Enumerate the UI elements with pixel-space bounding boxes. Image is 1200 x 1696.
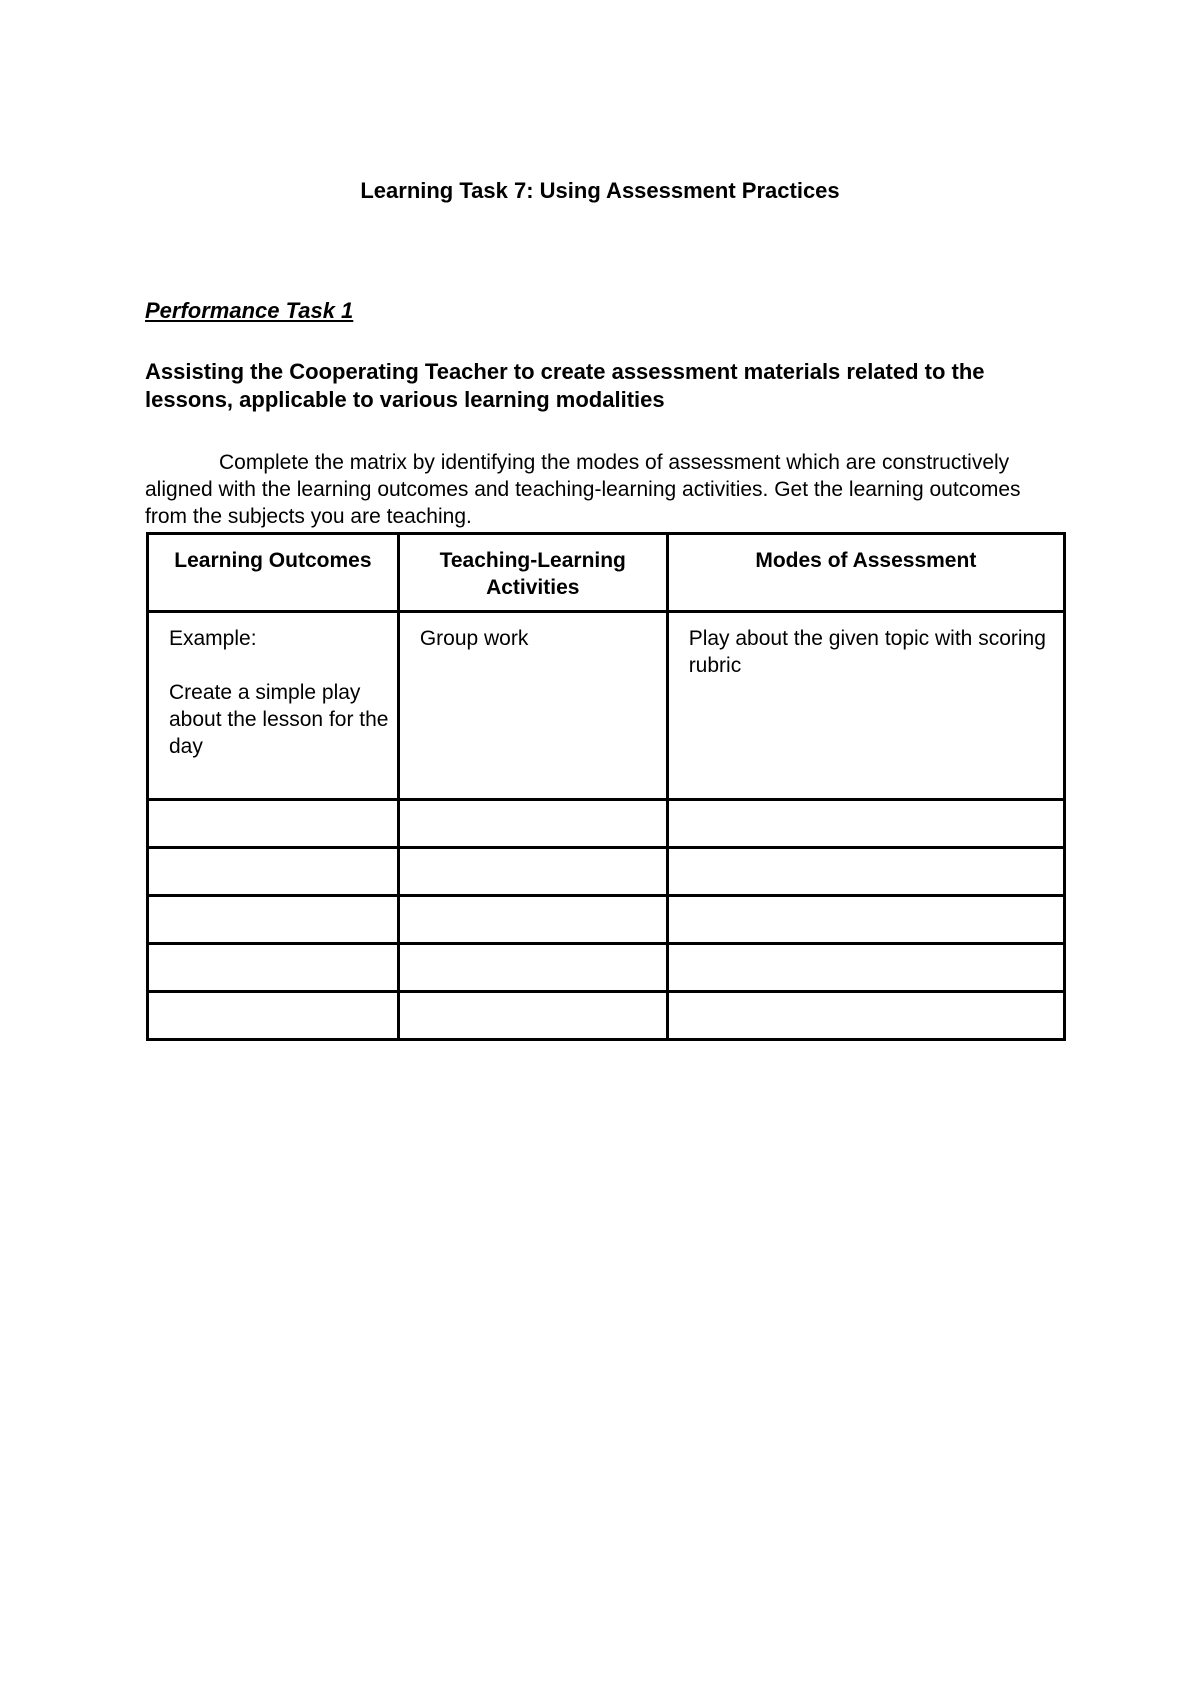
instructions-paragraph bbox=[145, 449, 1065, 530]
table-header-row bbox=[148, 534, 1065, 612]
header-learning-outcomes: Learning Outcomes bbox=[148, 534, 399, 612]
table-row bbox=[148, 944, 1065, 992]
task-subtitle: Assisting the Cooperating Teacher to create assessment materials related to the lessons, applicable to various learning modalities bbox=[145, 359, 985, 412]
table-row bbox=[148, 612, 1065, 800]
example-assessment-cell bbox=[667, 612, 1064, 800]
activity-input-cell[interactable] bbox=[398, 992, 667, 1040]
assessment-input-cell[interactable] bbox=[667, 848, 1064, 896]
example-assessment: Play about the given topic with scoring rubric bbox=[688, 627, 1046, 677]
header-modes-of-assessment: Modes of Assessment bbox=[667, 534, 1064, 612]
assessment-input-cell[interactable] bbox=[667, 944, 1064, 992]
assessment-input-cell[interactable] bbox=[667, 800, 1064, 848]
table-row bbox=[148, 896, 1065, 944]
table-row bbox=[148, 848, 1065, 896]
table-row bbox=[148, 992, 1065, 1040]
activity-input-cell[interactable] bbox=[398, 848, 667, 896]
learning-outcome-input-cell[interactable] bbox=[148, 800, 399, 848]
instructions-text: Complete the matrix by identifying the modes of assessment which are constructively aligned with the learning outcomes and teaching-learning activities. Get the learning outcomes from the subjects you are teaching. bbox=[145, 451, 1021, 528]
example-learning-outcome-cell bbox=[148, 612, 399, 800]
activity-input-cell[interactable] bbox=[398, 944, 667, 992]
header-teaching-learning-activities: Teaching-Learning Activities bbox=[398, 534, 667, 612]
table-row bbox=[148, 800, 1065, 848]
document-title: Learning Task 7: Using Assessment Practices bbox=[360, 178, 840, 203]
activity-input-cell[interactable] bbox=[398, 896, 667, 944]
example-learning-outcome: Create a simple play about the lesson for the day bbox=[169, 681, 389, 758]
section-title: Performance Task 1 bbox=[145, 298, 354, 323]
assessment-input-cell[interactable] bbox=[667, 992, 1064, 1040]
assessment-input-cell[interactable] bbox=[667, 896, 1064, 944]
assessment-matrix-table bbox=[146, 532, 1066, 1041]
example-activity-cell bbox=[398, 612, 667, 800]
learning-outcome-input-cell[interactable] bbox=[148, 848, 399, 896]
line-gap bbox=[169, 652, 389, 679]
example-activity: Group work bbox=[419, 627, 529, 650]
activity-input-cell[interactable] bbox=[398, 800, 667, 848]
example-label: Example: bbox=[169, 627, 257, 650]
learning-outcome-input-cell[interactable] bbox=[148, 896, 399, 944]
learning-outcome-input-cell[interactable] bbox=[148, 944, 399, 992]
learning-outcome-input-cell[interactable] bbox=[148, 992, 399, 1040]
